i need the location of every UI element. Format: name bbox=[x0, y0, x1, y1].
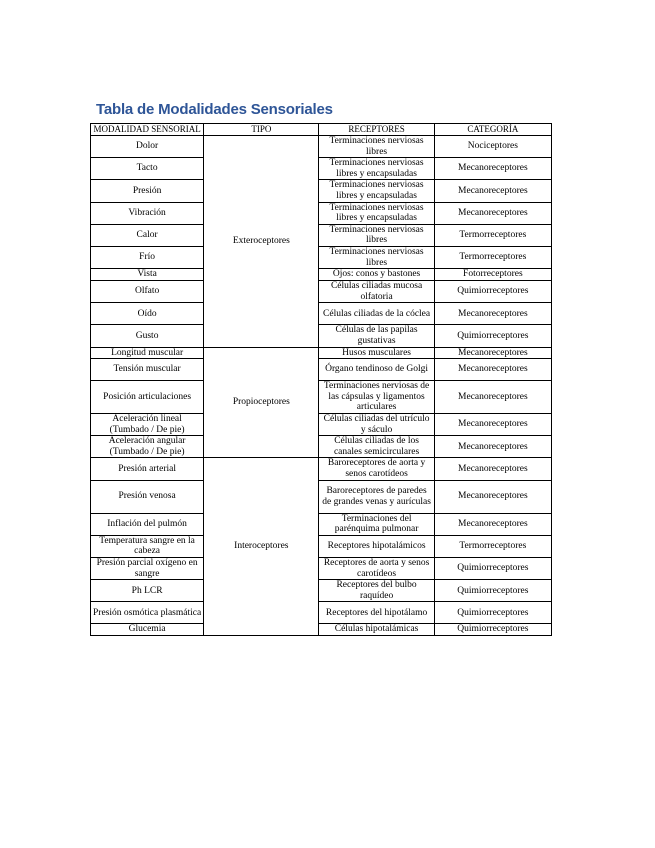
categoria-cell: Mecanoreceptores bbox=[434, 436, 551, 458]
table-row bbox=[91, 436, 552, 458]
table-row bbox=[91, 246, 552, 268]
categoria-cell: Mecanoreceptores bbox=[434, 513, 551, 535]
categoria-cell: Quimiorreceptores bbox=[434, 558, 551, 580]
receptores-cell: Receptores del bulbo raquídeo bbox=[319, 580, 434, 602]
receptores-cell: Células ciliadas de los canales semicirculares bbox=[319, 436, 434, 458]
categoria-cell: Termorreceptores bbox=[434, 246, 551, 268]
table-title: Tabla de Modalidades Sensoriales bbox=[96, 101, 333, 118]
tipo-cell: Interoceptores bbox=[204, 458, 319, 636]
receptores-cell: Terminaciones nerviosas libres y encapsuladas bbox=[319, 202, 434, 224]
modalidad-cell: Presión parcial oxígeno en sangre bbox=[91, 558, 204, 580]
receptores-cell: Terminaciones nerviosas libres y encapsuladas bbox=[319, 158, 434, 180]
categoria-cell: Quimiorreceptores bbox=[434, 281, 551, 303]
modalidad-cell: Tacto bbox=[91, 158, 204, 180]
categoria-cell: Fotorreceptores bbox=[434, 269, 551, 281]
header-row bbox=[91, 124, 552, 136]
modalidad-cell: Glucemia bbox=[91, 624, 204, 636]
receptores-cell: Células hipotalámicas bbox=[319, 624, 434, 636]
receptores-cell: Terminaciones del parénquima pulmonar bbox=[319, 513, 434, 535]
receptores-cell: Ojos: conos y bastones bbox=[319, 269, 434, 281]
modalidad-cell: Olfato bbox=[91, 281, 204, 303]
receptores-cell: Husos musculares bbox=[319, 347, 434, 359]
categoria-cell: Mecanoreceptores bbox=[434, 359, 551, 381]
receptores-cell: Receptores hipotalámicos bbox=[319, 535, 434, 557]
receptores-cell: Terminaciones nerviosas libres bbox=[319, 246, 434, 268]
table-row bbox=[91, 158, 552, 180]
table-row bbox=[91, 624, 552, 636]
modalidad-cell: Inflación del pulmón bbox=[91, 513, 204, 535]
table-row bbox=[91, 535, 552, 557]
modalidad-cell: Presión bbox=[91, 180, 204, 202]
table-row bbox=[91, 180, 552, 202]
header-receptores: RECEPTORES bbox=[319, 124, 434, 136]
modalidad-cell: Vista bbox=[91, 269, 204, 281]
modalidad-cell: Gusto bbox=[91, 325, 204, 347]
modalidad-cell: Aceleración lineal (Tumbado / De pie) bbox=[91, 414, 204, 436]
modalidad-cell: Oído bbox=[91, 303, 204, 325]
receptores-cell: Receptores de aorta y senos carotídeos bbox=[319, 558, 434, 580]
table-row bbox=[91, 513, 552, 535]
receptores-cell: Receptores del hipotálamo bbox=[319, 602, 434, 624]
receptores-cell: Terminaciones nerviosas libres bbox=[319, 136, 434, 158]
receptores-cell: Células ciliadas del utrículo y sáculo bbox=[319, 414, 434, 436]
modalidad-cell: Posición articulaciones bbox=[91, 381, 204, 414]
table-row bbox=[91, 558, 552, 580]
categoria-cell: Nociceptores bbox=[434, 136, 551, 158]
modalidad-cell: Dolor bbox=[91, 136, 204, 158]
table-row bbox=[91, 414, 552, 436]
table-row bbox=[91, 359, 552, 381]
modalidad-cell: Ph LCR bbox=[91, 580, 204, 602]
sensory-modalities-table bbox=[90, 123, 552, 636]
table-row bbox=[91, 136, 552, 158]
receptores-cell: Baroreceptores de aorta y senos carotídeos bbox=[319, 458, 434, 480]
table-row bbox=[91, 381, 552, 414]
modalidad-cell: Presión arterial bbox=[91, 458, 204, 480]
header-categoria: CATEGORÍA bbox=[434, 124, 551, 136]
tipo-cell: Propioceptores bbox=[204, 347, 319, 458]
modalidad-cell: Calor bbox=[91, 224, 204, 246]
receptores-cell: Células de las papilas gustativas bbox=[319, 325, 434, 347]
categoria-cell: Mecanoreceptores bbox=[434, 381, 551, 414]
table-row bbox=[91, 303, 552, 325]
header-modalidad: MODALIDAD SENSORIAL bbox=[91, 124, 204, 136]
table-row bbox=[91, 480, 552, 513]
modalidad-cell: Vibración bbox=[91, 202, 204, 224]
table-row bbox=[91, 458, 552, 480]
receptores-cell: Baroreceptores de paredes de grandes venas y aurículas bbox=[319, 480, 434, 513]
table-row bbox=[91, 580, 552, 602]
table-row bbox=[91, 202, 552, 224]
receptores-cell: Terminaciones nerviosas de las cápsulas y ligamentos articulares bbox=[319, 381, 434, 414]
categoria-cell: Quimiorreceptores bbox=[434, 602, 551, 624]
categoria-cell: Mecanoreceptores bbox=[434, 414, 551, 436]
modalidad-cell: Longitud muscular bbox=[91, 347, 204, 359]
table-row bbox=[91, 347, 552, 359]
categoria-cell: Quimiorreceptores bbox=[434, 325, 551, 347]
header-tipo: TIPO bbox=[204, 124, 319, 136]
receptores-cell: Células ciliadas de la cóclea bbox=[319, 303, 434, 325]
tipo-cell: Exteroceptores bbox=[204, 136, 319, 348]
table-row bbox=[91, 325, 552, 347]
categoria-cell: Mecanoreceptores bbox=[434, 202, 551, 224]
receptores-cell: Órgano tendinoso de Golgi bbox=[319, 359, 434, 381]
modalidad-cell: Temperatura sangre en la cabeza bbox=[91, 535, 204, 557]
receptores-cell: Terminaciones nerviosas libres bbox=[319, 224, 434, 246]
table-row bbox=[91, 281, 552, 303]
categoria-cell: Mecanoreceptores bbox=[434, 158, 551, 180]
categoria-cell: Mecanoreceptores bbox=[434, 347, 551, 359]
modalidad-cell: Presión osmótica plasmática bbox=[91, 602, 204, 624]
modalidad-cell: Frío bbox=[91, 246, 204, 268]
receptores-cell: Células ciliadas mucosa olfatoria bbox=[319, 281, 434, 303]
receptores-cell: Terminaciones nerviosas libres y encapsuladas bbox=[319, 180, 434, 202]
modalidad-cell: Presión venosa bbox=[91, 480, 204, 513]
categoria-cell: Quimiorreceptores bbox=[434, 580, 551, 602]
categoria-cell: Termorreceptores bbox=[434, 224, 551, 246]
categoria-cell: Mecanoreceptores bbox=[434, 180, 551, 202]
table-row bbox=[91, 269, 552, 281]
categoria-cell: Quimiorreceptores bbox=[434, 624, 551, 636]
categoria-cell: Mecanoreceptores bbox=[434, 458, 551, 480]
table-row bbox=[91, 224, 552, 246]
categoria-cell: Termorreceptores bbox=[434, 535, 551, 557]
categoria-cell: Mecanoreceptores bbox=[434, 303, 551, 325]
categoria-cell: Mecanoreceptores bbox=[434, 480, 551, 513]
modalidad-cell: Tensión muscular bbox=[91, 359, 204, 381]
table-row bbox=[91, 602, 552, 624]
table-body bbox=[91, 136, 552, 636]
modalidad-cell: Aceleración angular (Tumbado / De pie) bbox=[91, 436, 204, 458]
